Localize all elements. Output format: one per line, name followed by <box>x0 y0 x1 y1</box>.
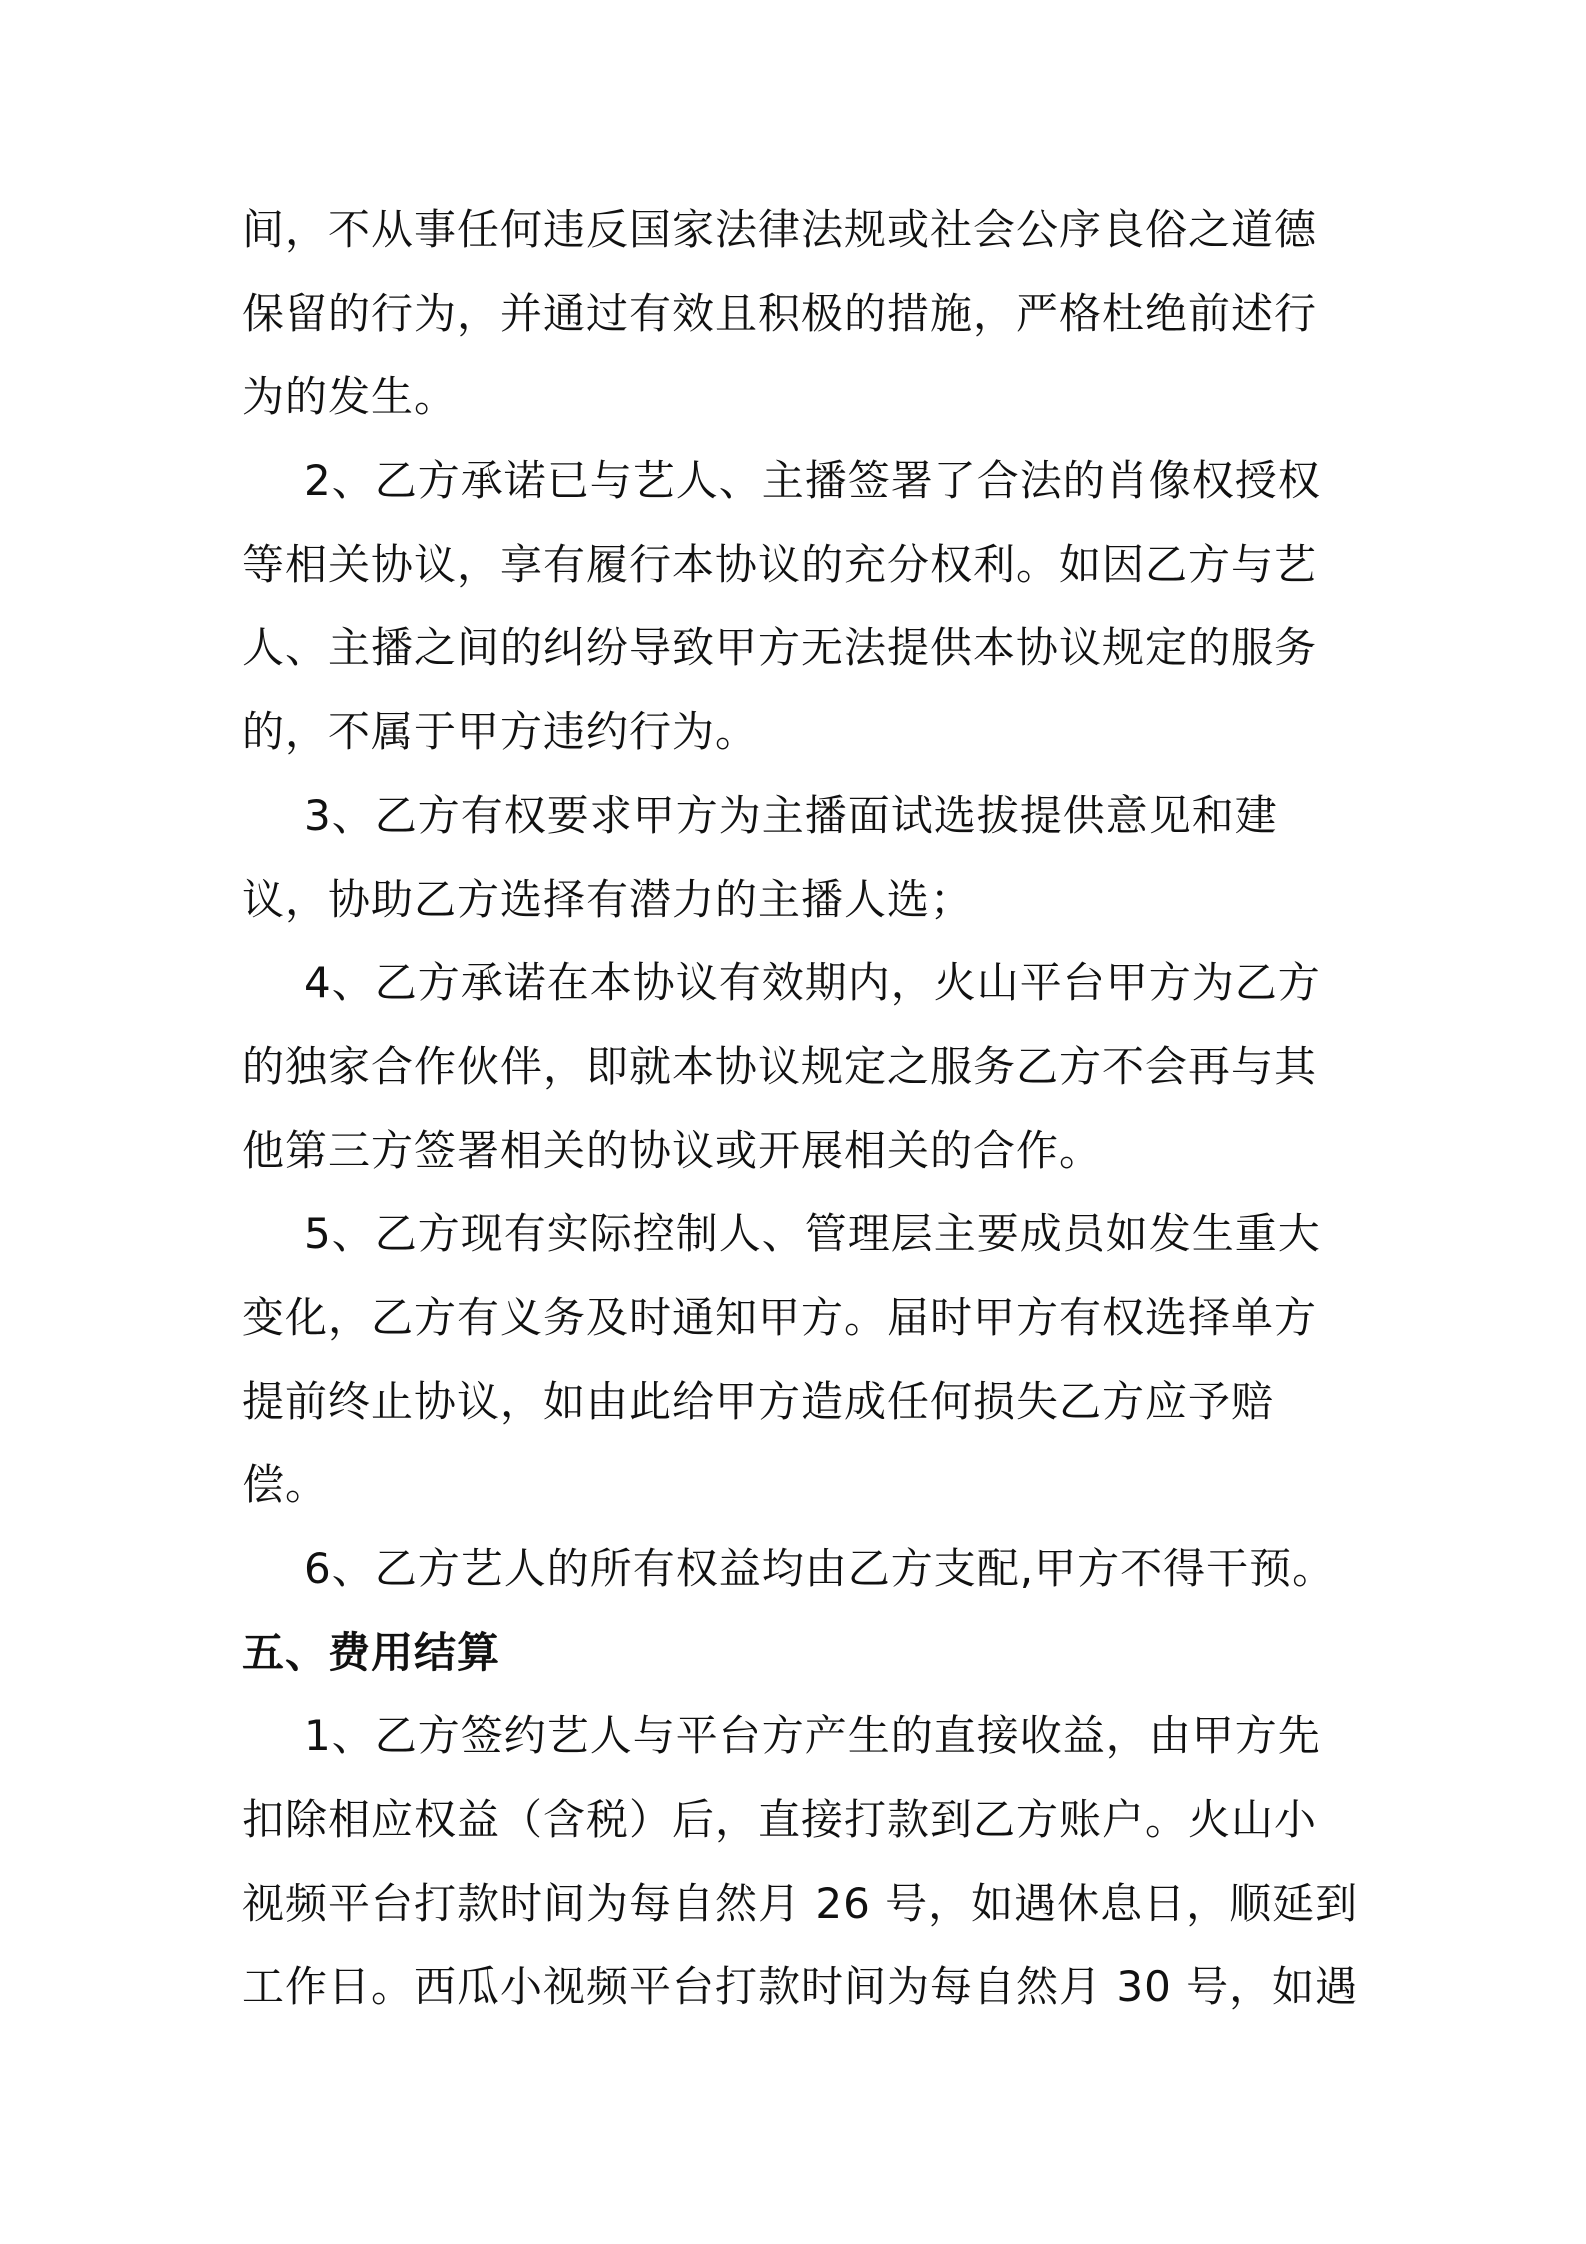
body-line: 议，协助乙方选择有潜力的主播人选； <box>242 874 974 924</box>
body-line: 人、主播之间的纠纷导致甲方无法提供本协议规定的服务 <box>242 623 1318 673</box>
settlement-clause-1-line: 1、乙方签约艺人与平台方产生的直接收益，由甲方先 <box>304 1711 1321 1761</box>
body-line: 保留的行为，并通过有效且积极的措施，严格杜绝前述行 <box>242 288 1318 338</box>
body-line: 变化，乙方有义务及时通知甲方。届时甲方有权选择单方 <box>242 1292 1318 1342</box>
body-line: 他第三方签署相关的协议或开展相关的合作。 <box>242 1125 1103 1175</box>
body-line: 的，不属于甲方违约行为。 <box>242 707 759 757</box>
clause-5-line: 5、乙方现有实际控制人、管理层主要成员如发生重大 <box>304 1209 1321 1259</box>
body-line: 为的发生。 <box>242 372 458 422</box>
body-line: 间，不从事任何违反国家法律法规或社会公序良俗之道德 <box>242 205 1318 254</box>
document-body <box>242 188 1359 2029</box>
body-line: 提前终止协议，如由此给甲方造成任何损失乙方应予赔 <box>242 1376 1275 1426</box>
clause-2-line: 2、乙方承诺已与艺人、主播签署了合法的肖像权授权 <box>304 456 1321 506</box>
body-line: 视频平台打款时间为每自然月 26 号，如遇休息日，顺延到 <box>242 1878 1359 1928</box>
clause-4-line: 4、乙方承诺在本协议有效期内，火山平台甲方为乙方 <box>304 958 1321 1008</box>
body-line: 扣除相应权益（含税）后，直接打款到乙方账户。火山小 <box>242 1795 1318 1845</box>
body-line: 的独家合作伙伴，即就本协议规定之服务乙方不会再与其 <box>242 1041 1318 1091</box>
body-line: 等相关协议，享有履行本协议的充分权利。如因乙方与艺 <box>242 539 1318 589</box>
body-line: 工作日。西瓜小视频平台打款时间为每自然月 30 号，如遇 <box>242 1962 1359 2012</box>
clause-3-line: 3、乙方有权要求甲方为主播面试选拔提供意见和建 <box>304 790 1278 840</box>
body-line: 偿。 <box>242 1460 329 1510</box>
section-heading: 五、费用结算 <box>242 1627 501 1677</box>
clause-6-line: 6、乙方艺人的所有权益均由乙方支配,甲方不得干预。 <box>304 1544 1336 1593</box>
